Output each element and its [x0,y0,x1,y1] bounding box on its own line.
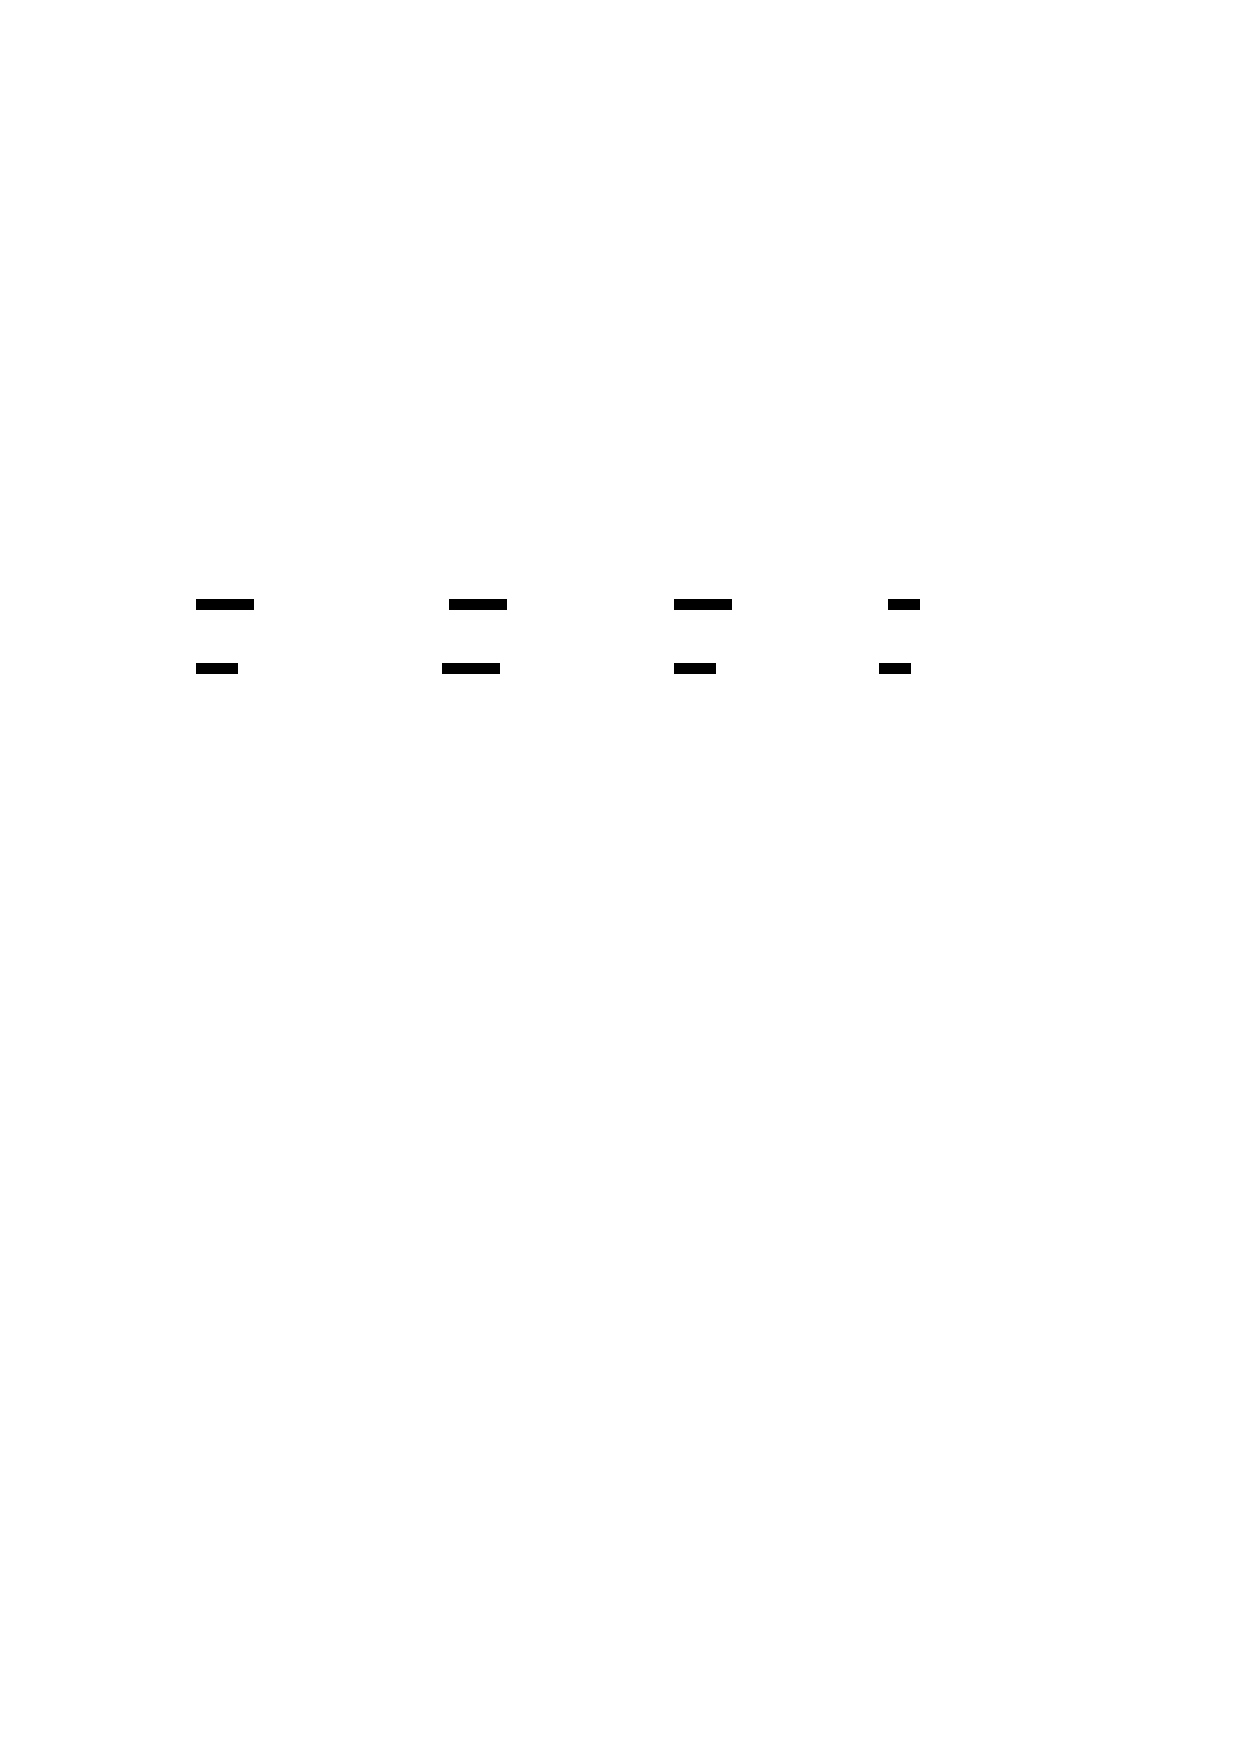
votes-chart [0,765,1241,1195]
answer-blank[interactable] [674,599,732,610]
answer-blank[interactable] [674,663,716,674]
answer-blank[interactable] [196,663,238,674]
blank-1-cell [190,588,254,619]
blank-2-cell [443,588,507,619]
answer-blank[interactable] [888,599,920,610]
blank-4-cell [882,588,920,619]
answer-blank[interactable] [879,663,911,674]
blank-1-bar [190,652,238,683]
blank-2-bar [436,652,500,683]
answer-blank[interactable] [196,599,254,610]
blank-4-bar [873,652,911,683]
blank-3-cell [668,588,732,619]
answer-blank[interactable] [442,663,500,674]
answer-blank[interactable] [449,599,507,610]
small-charts [0,290,1241,570]
blank-3-bar [668,652,716,683]
